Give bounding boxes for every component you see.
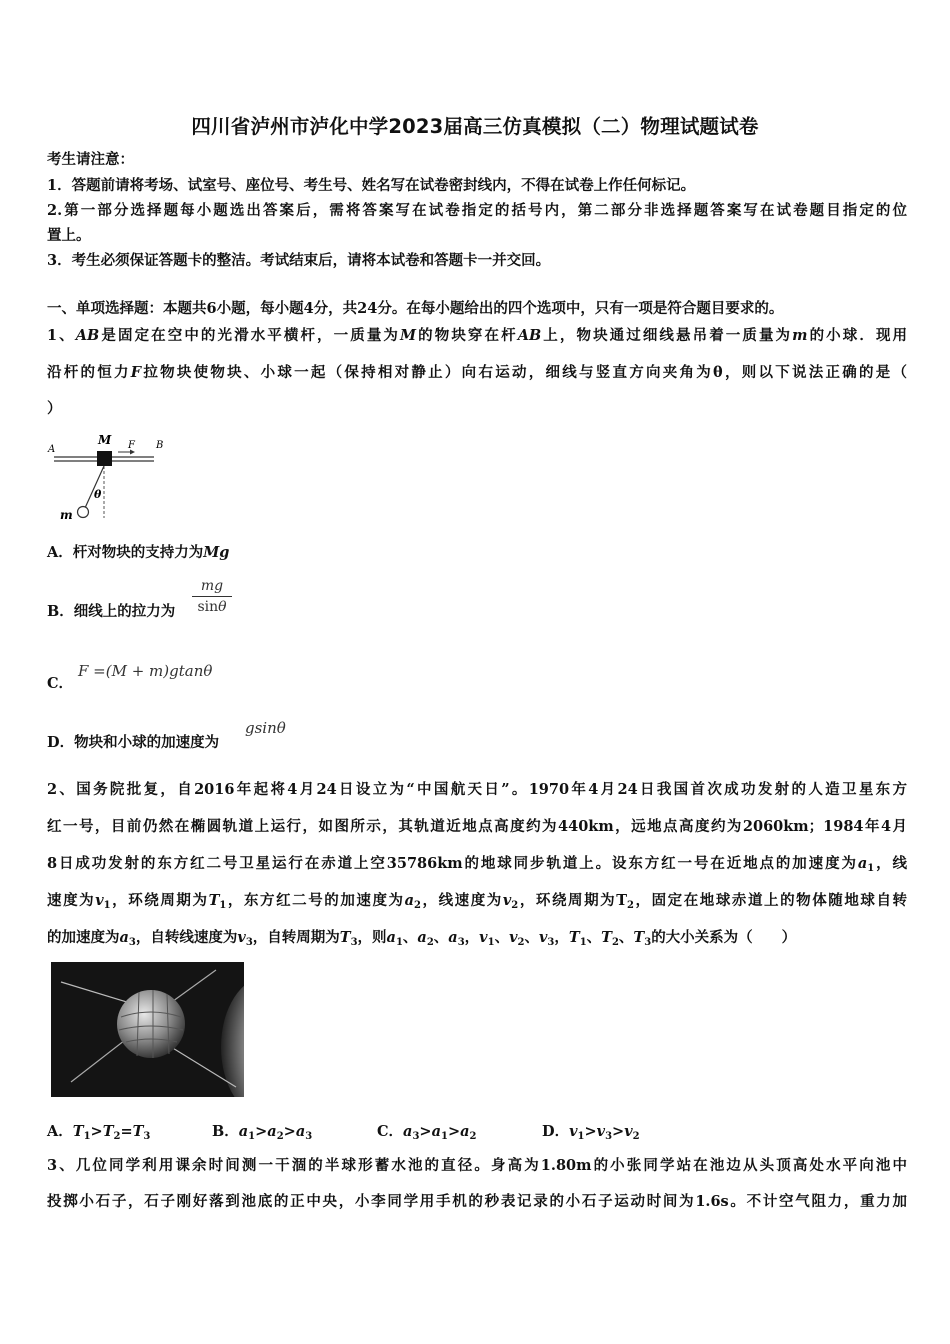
q1-line-2: 沿杆的恒力F拉物块使物块、小球一起（保持相对静止）向右运动，细线与竖直方向夹角为θ，则以下说法正确的是（ (47, 364, 908, 381)
rod-block-pendulum-diagram (46, 430, 171, 525)
q1-option-b[interactable]: B．细线上的拉力为 (47, 603, 176, 620)
q2-line-4: 速度为$v_1$，环绕周期为$T_1$，东方红二号的加速度为$a_2$，线速度为$v_2$，环绕周期为$T_2$，固定在地球赤道上的物体随地球自转 (47, 892, 908, 911)
page-title: 四川省泸州市泸化中学2023届高三仿真模拟（二）物理试题试卷 (191, 115, 759, 138)
notice-item-2-cont: 置上。 (47, 227, 91, 244)
notice-item-3: 3．考生必须保证答题卡的整洁。考试结束后，请将本试卷和答题卡一并交回。 (47, 252, 551, 269)
q2-option-c[interactable]: C．$a_3>a_1>a_2$ (377, 1123, 477, 1142)
q3-line-1: 3、几位同学利用课余时间测一干涸的半球形蓄水池的直径。身高为1.80m的小张同学站在池边从头顶高处水平向池中 (47, 1157, 907, 1174)
q2-line-2: 红一号，目前仍然在椭圆轨道上运行，如图所示，其轨道近地点高度约为440km，远地点高度约为2060km；1984年4月 (47, 818, 907, 835)
label-a: A (48, 444, 56, 455)
block-m (97, 451, 112, 466)
notice-item-2: 2.第一部分选择题每小题选出答案后，需将答案写在试卷指定的括号内，第二部分非选择题答案写在试卷题目指定的位 (47, 202, 907, 219)
q1-option-b-fraction: mg sinθ (192, 578, 232, 615)
label-b: B (156, 440, 164, 451)
q2-option-d[interactable]: D．$v_1>v_3>v_2$ (542, 1123, 640, 1142)
section-heading: 一、单项选择题：本题共6小题，每小题4分，共24分。在每小题给出的四个选项中，只有一项是符合题目要求的。 (47, 300, 784, 317)
q2-line-5: 的加速度为$a_3$，自转线速度为$v_3$，自转周期为$T_3$，则$a_1$、$a_2$、$a_3$，$v_1$、$v_2$、$v_3$，$T_1$、$T_2$、$T_3$的大小关系为（ ） (47, 929, 797, 948)
satellite-photo (51, 962, 244, 1097)
q1-option-c[interactable]: C． (47, 675, 74, 692)
q2-line-3: 8日成功发射的东方红二号卫星运行在赤道上空35786km的地球同步轨道上。设东方红一号在近地点的加速度为$a_1$，线 (47, 855, 907, 874)
notice-item-1: 1．答题前请将考场、试室号、座位号、考生号、姓名写在试卷密封线内，不得在试卷上作任何标记。 (47, 177, 696, 194)
q1-line-3: ） (47, 400, 62, 417)
q1-option-c-formula: F =(M + m)gtanθ (78, 662, 213, 680)
label-f: F (128, 440, 135, 451)
label-block-m: M (98, 433, 112, 447)
q3-line-2: 投掷小石子，石子刚好落到池底的正中央，小李同学用手机的秒表记录的小石子运动时间为1.6s。不计空气阻力，重力加 (47, 1193, 907, 1210)
q2-option-b[interactable]: B．$a_1>a_2>a_3$ (212, 1123, 313, 1142)
q1-line-1: 1、AB是固定在空中的光滑水平横杆，一质量为M的物块穿在杆AB上，物块通过细线悬吊着一质量为m的小球．现用 (47, 327, 908, 344)
label-theta: θ (94, 488, 102, 501)
q2-line-1: 2、国务院批复，自2016年起将4月24日设立为“中国航天日”。1970年4月24日我国首次成功发射的人造卫星东方 (47, 781, 907, 798)
ball-m (78, 507, 89, 518)
label-ball-m: m (60, 508, 73, 522)
notice-heading: 考生请注意： (47, 151, 134, 168)
q1-option-a[interactable]: A．杆对物块的支持力为Mg (47, 544, 230, 561)
q1-option-d[interactable]: D．物块和小球的加速度为 (47, 734, 220, 751)
q1-option-d-formula: gsinθ (245, 719, 286, 737)
q2-option-a[interactable]: A．$T_1>T_2=T_3$ (47, 1123, 151, 1142)
